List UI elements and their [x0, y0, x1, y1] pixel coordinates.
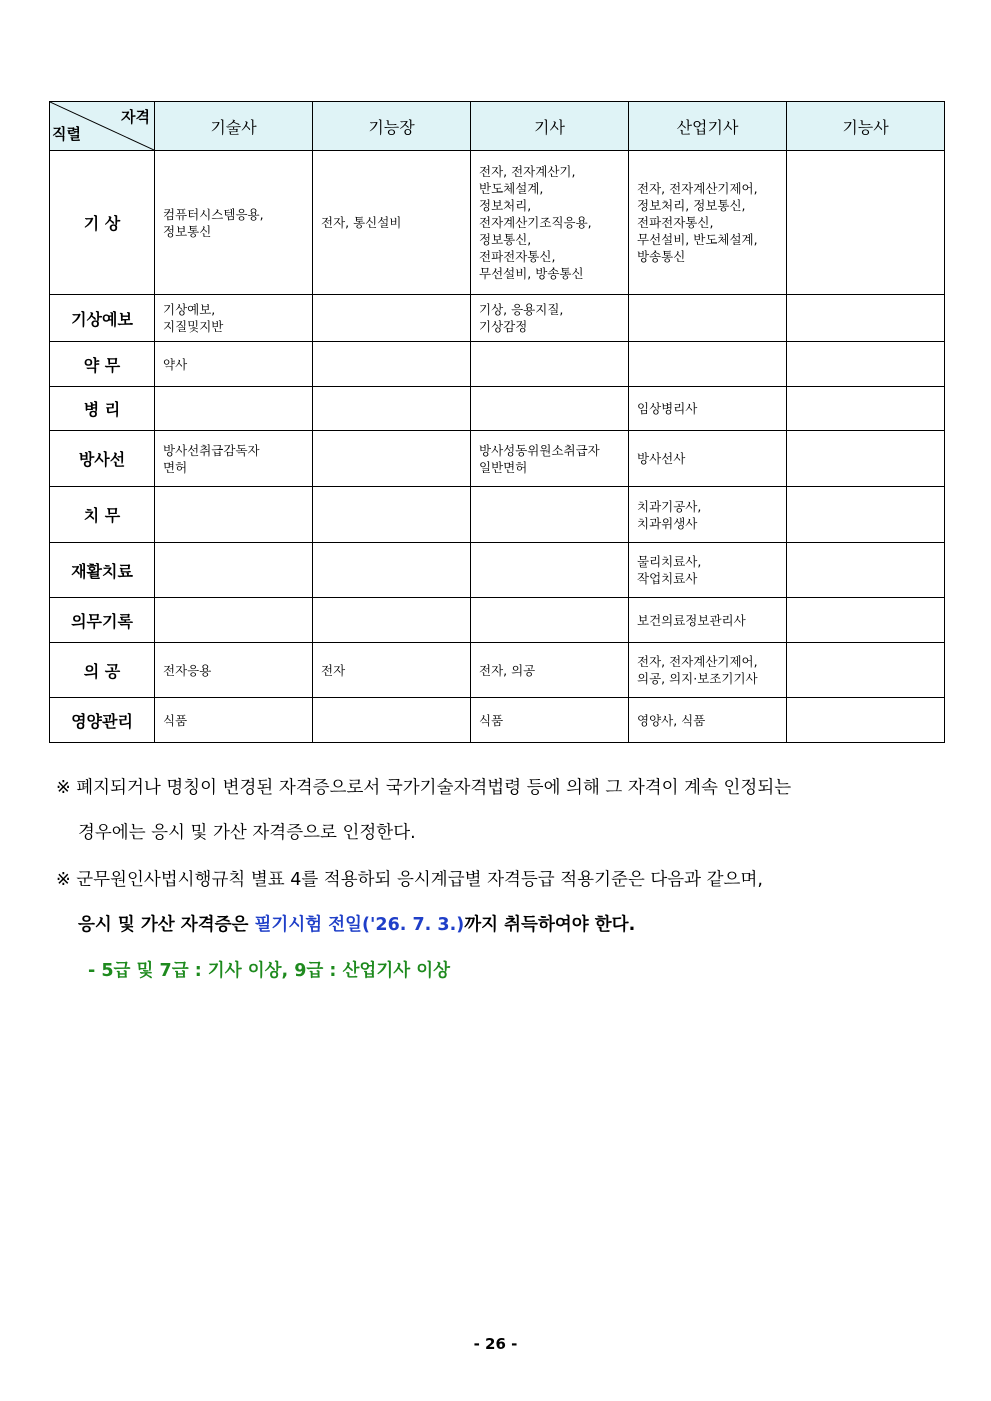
- cell-line: 정보통신,: [479, 232, 532, 247]
- page-number: - 26 -: [473, 1335, 518, 1353]
- cell-line: 물리치료사,: [637, 554, 702, 569]
- cell-line: 방사성동위원소취급자: [479, 442, 600, 458]
- table-cell: [155, 342, 313, 387]
- note-2-line-2: [78, 911, 635, 936]
- row-header: 약 무: [50, 342, 155, 387]
- table-cell: [471, 543, 629, 598]
- row-header: 방사선: [50, 431, 155, 487]
- table-cell: [787, 698, 945, 743]
- note-1-line-1: ※ 폐지되거나 명칭이 변경된 자격증으로서 국가기술자격법령 등에 의해 그 자격이 계속 인정되는: [56, 778, 792, 798]
- table-cell: [787, 598, 945, 643]
- table-cell: [629, 151, 787, 295]
- table-cell: [471, 431, 629, 487]
- cell-line: 의공, 의지·보조기기사: [637, 671, 758, 686]
- table-cell: [629, 387, 787, 431]
- column-header: 기사: [471, 102, 629, 151]
- cell-line: 전자계산기조직응용,: [479, 215, 592, 230]
- note-2-deadline-highlight: 필기시험 전일('26. 7. 3.): [254, 915, 465, 935]
- table-cell: [313, 295, 471, 342]
- table-cell: [787, 431, 945, 487]
- table-cell: [313, 643, 471, 698]
- cell-line: 기상감정: [479, 319, 528, 334]
- row-header: 의 공: [50, 643, 155, 698]
- row-header: 기상예보: [50, 295, 155, 342]
- table-cell: [155, 598, 313, 643]
- corner-label-qualification: 자격: [121, 108, 150, 126]
- table-cell: [313, 387, 471, 431]
- cell-line: 식품: [163, 712, 188, 728]
- table-cell: [313, 151, 471, 295]
- cell-line: 영양사, 식품: [637, 712, 706, 728]
- cell-line: 전자, 전자계산기제어,: [637, 181, 758, 196]
- cell-line: 전파전자통신,: [637, 215, 714, 230]
- table-cell: [471, 598, 629, 643]
- table-cell: [629, 342, 787, 387]
- column-header: 기능사: [787, 102, 945, 151]
- cell-line: 방사선사: [637, 451, 686, 466]
- table-cell: [629, 431, 787, 487]
- table-row: [50, 295, 945, 342]
- table-cell: [629, 543, 787, 598]
- table-row: [50, 431, 945, 487]
- table-cell: [787, 543, 945, 598]
- cell-line: 전자: [321, 662, 346, 678]
- table-cell: [313, 698, 471, 743]
- table-cell: [629, 487, 787, 543]
- table-cell: [313, 598, 471, 643]
- table-cell: [155, 387, 313, 431]
- cell-line: 면허: [163, 459, 188, 475]
- cell-line: 컴퓨터시스템응용,: [163, 206, 264, 222]
- cell-line: 일반면허: [479, 459, 528, 475]
- table-cell: [313, 487, 471, 543]
- cell-line: 전자응용: [163, 662, 212, 678]
- cell-line: 전자, 통신설비: [321, 215, 402, 230]
- table-cell: [155, 431, 313, 487]
- cell-line: 전파전자통신,: [479, 249, 556, 264]
- note-3-grade-criteria: - 5급 및 7급 : 기사 이상, 9급 : 산업기사 이상: [88, 961, 451, 981]
- note-2-text-c: 까지 취득하여야 한다.: [464, 915, 636, 935]
- table-cell: [787, 643, 945, 698]
- table-cell: [313, 431, 471, 487]
- table-cell: [471, 151, 629, 295]
- column-header: 기술사: [155, 102, 313, 151]
- cell-line: 식품: [479, 712, 504, 728]
- table-row: [50, 698, 945, 743]
- table-cell: [629, 698, 787, 743]
- table-row: [50, 487, 945, 543]
- table-cell: [787, 487, 945, 543]
- column-header: 산업기사: [629, 102, 787, 151]
- row-header: 기 상: [50, 151, 155, 295]
- table-cell: [629, 643, 787, 698]
- table-cell: [629, 295, 787, 342]
- table-cell: [787, 151, 945, 295]
- table-body: [50, 151, 945, 743]
- cell-line: 약사: [163, 356, 188, 372]
- note-2-line-1: ※ 군무원인사법시행규칙 별표 4를 적용하되 응시계급별 자격등급 적용기준은 다음과 같으며,: [56, 870, 763, 890]
- cell-line: 정보통신: [163, 223, 212, 239]
- table-cell: [787, 387, 945, 431]
- table-row: [50, 342, 945, 387]
- row-header: 의무기록: [50, 598, 155, 643]
- header-corner-cell: [50, 102, 155, 151]
- table-cell: [155, 487, 313, 543]
- table-cell: [155, 295, 313, 342]
- column-header: 기능장: [313, 102, 471, 151]
- row-header: 치 무: [50, 487, 155, 543]
- cell-line: 방사선취급감독자: [163, 442, 260, 458]
- table-row: [50, 543, 945, 598]
- cell-line: 기상, 응용지질,: [479, 302, 564, 317]
- table-row: [50, 387, 945, 431]
- table-row: [50, 643, 945, 698]
- table-cell: [313, 342, 471, 387]
- cell-line: 보건의료정보관리사: [637, 612, 746, 628]
- cell-line: 지질및지반: [163, 319, 224, 334]
- table-cell: [313, 543, 471, 598]
- note-1-line-2: 경우에는 응시 및 가산 자격증으로 인정한다.: [78, 823, 416, 843]
- table-cell: [471, 487, 629, 543]
- row-header: 병 리: [50, 387, 155, 431]
- table-cell: [155, 151, 313, 295]
- row-header: 영양관리: [50, 698, 155, 743]
- cell-line: 무선설비, 반도체설계,: [637, 232, 758, 247]
- table-cell: [629, 598, 787, 643]
- table-cell: [471, 387, 629, 431]
- cell-line: 치과위생사: [637, 515, 698, 531]
- table-cell: [471, 295, 629, 342]
- table-row: [50, 151, 945, 295]
- table-cell: [155, 643, 313, 698]
- corner-label-series: 직렬: [52, 125, 81, 143]
- note-2-text-a: 응시 및 가산 자격증은: [78, 915, 255, 935]
- table-header-row: [50, 102, 945, 151]
- table-cell: [471, 698, 629, 743]
- cell-line: 무선설비, 방송통신: [479, 266, 584, 281]
- cell-line: 전자, 전자계산기제어,: [637, 654, 758, 669]
- cell-line: 정보처리, 정보통신,: [637, 198, 746, 213]
- cell-line: 반도체설계,: [479, 181, 544, 196]
- table-cell: [471, 342, 629, 387]
- cell-line: 전자, 의공: [479, 662, 536, 678]
- table-cell: [787, 342, 945, 387]
- cell-line: 방송통신: [637, 249, 686, 264]
- table-cell: [471, 643, 629, 698]
- qualification-table: [49, 101, 945, 743]
- cell-line: 기상예보,: [163, 302, 216, 317]
- cell-line: 전자, 전자계산기,: [479, 164, 576, 179]
- cell-line: 치과기공사,: [637, 498, 702, 514]
- table-cell: [155, 698, 313, 743]
- table-row: [50, 598, 945, 643]
- cell-line: 작업치료사: [637, 571, 698, 586]
- cell-line: 정보처리,: [479, 198, 532, 213]
- row-header: 재활치료: [50, 543, 155, 598]
- cell-line: 임상병리사: [637, 401, 698, 416]
- table-cell: [155, 543, 313, 598]
- table-cell: [787, 295, 945, 342]
